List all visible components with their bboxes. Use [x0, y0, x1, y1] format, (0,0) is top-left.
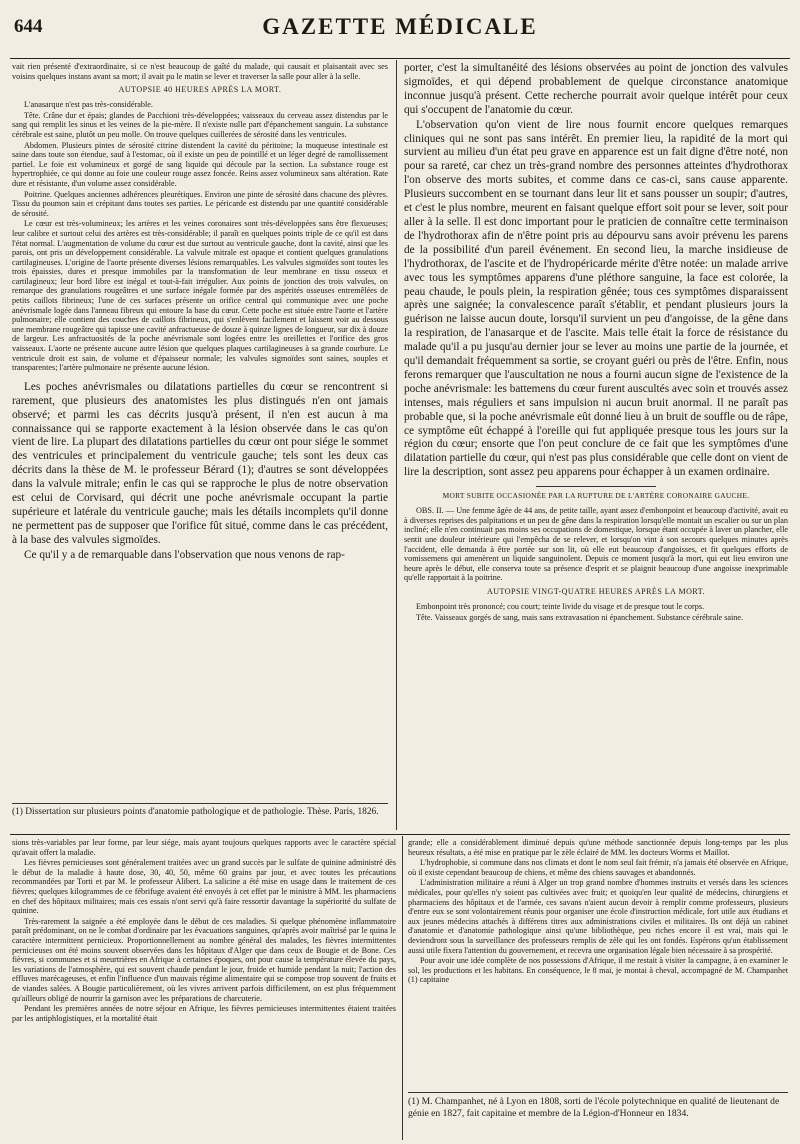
header-rule: [10, 58, 790, 59]
col1-large-paragraph: Les poches anévrismales ou dilatations partielles du cœur se rencontrent si rarement, que plusieurs des anatomistes les plus distingués n'en ont jamais observé; et parmi les cas décrits jusqu'à présent, il n'en est aucun à ma connaissance qui se rapporte exactement à la lésion observée dans le cas qu'on vient de lire. La plupart des dilatations partielles du cœur ont pour siége le sommet des ventricules et principalement du ventricule gauche; tels sont les deux cas décrits dans la thèse de M. le professeur Bérard (1); d'autres se sont développées dans la valvule mitrale; enfin le cas qui se rapproche le plus de notre observation est celui de Corvisard, qui décrit une poche anévrismale occupant la partie supérieure et latérale du ventricule gauche; mais les détails incomplets qu'il donne ne permettent pas de supposer que l'orifice fût situé, comme dans le cas précédent, à la base des valvules sigmoïdes.: [12, 380, 388, 546]
col2-case-paragraph: OBS. II. — Une femme âgée de 44 ans, de petite taille, ayant assez d'embonpoint et beaucoup d'activité, avait eu à diverses reprises des palpitations et un peu de gêne dans la respiration lorsqu'elle montait un escalier ou sur un plan incliné; elle n'en continuait pas moins ses occupations de domestique, lorsque étant occupée à laver un plancher, elle sentit une douleur intérieure qui l'empêcha de se relever, et lorsqu'on vint à son secours quelques minutes après l'accident, elle demanda à être portée sur son lit, où elle eut beaucoup d'angoisses, et fit quelques efforts de vomissemens qui amenèrent un liquide sanguinolent. Depuis ce moment jusqu'à la mort, qui eut lieu environ une heure après le début, elle conserva toute sa présence d'esprit et se plaignit beaucoup d'une angoisse inexprimable qu'elle rapportait à la poitrine.: [404, 506, 788, 583]
col2-autopsy-paragraph: Tête. Vaisseaux gorgés de sang, mais sans extravasation ni épanchement. Substance cérébrale saine.: [416, 612, 744, 622]
bottom-right-column: [408, 838, 788, 1090]
section-rule: [10, 834, 790, 835]
bottom-left-paragraph: Pendant les premières années de notre séjour en Afrique, les fièvres pernicieuses intermittentes étaient traitées par les antiphlogistiques, et la mortalité était: [12, 1004, 396, 1023]
bottom-left-paragraph: Très-rarement la saignée a été employée dans le début de ces maladies. Si quelque phénomène inflammatoire paraît prédominant, on ne le combat d'ordinaire par les évacuations sanguines, qu'après avoir maîtrisé par le quina le caractère intermittent pernicieux. Proportionnellement au nombre général des malades, les fièvres intermittentes pernicieuses ont été moins souvent observées dans les hôpitaux d'Alger que dans ceux de Bougie et de Bone. Ces fièvres, si communes et si meurtrières en Afrique à certaines époques, ont pour cause la température élevée du pays, les variations de l'atmosphère, qui est souvent chaude pendant le jour, froide et humide pendant la nuit; l'action des effluves marécageuses, et enfin l'influence d'un mauvais régime alimentaire qui se compose trop souvent de fruits et de viandes salées. A Bougie particulièrement, où les vivres arrivent parfois difficilement, on est plus fréquemment qu'ailleurs obligé de nourrir la garnison avec les préparations de charcuterie.: [12, 916, 396, 1003]
col2-paragraph: porter, c'est la simultanéité des lésions observées au point de jonction des valvules sigmoïdes, et qui dépend probablement de quelque circonstance anatomique inconnue jusqu'à présent. Cette recherche pourrait avoir quelque intérêt pour ceux qui s'occupent de l'anatomie du cœur.: [404, 62, 788, 116]
col1-paragraph: L'anasarque n'est pas très-considérable.: [24, 100, 153, 110]
section-separator: [536, 486, 656, 487]
bottom-left-paragraph: Les fièvres pernicieuses sont généralement traitées avec un grand succès par le sulfate de quinine administré dès le début de la maladie à haute dose, 30, 40, 50, même 60 grains par jour, et avec toutes les précautions recommandées par Torti et par M. le professeur Alibert. La salicine a été mise en usage dans le traitement de ces fièvres; quelques kilogrammes de ce fébrifuge avaient été envoyés à cet effet par le ministre à MM. les pharmaciens en chef des hôpitaux militaires; mais ces essais n'ont servi qu'à faire ressortir davantage la supériorité du sulfate de quinine.: [12, 858, 396, 916]
bottom-right-paragraph: L'administration militaire a réuni à Alger un trop grand nombre d'hommes instruits et versés dans les sciences médicales, pour qu'elles n'y soient pas cultivées avec fruit; et quoiqu'en leur qualité de médecins, chirurgiens et pharmaciens des hôpitaux et de l'armée, ces savans n'aient aucun devoir à remplir comme professeurs, plusieurs d'entre eux se sont volontairement réunis pour organiser une école d'instruction médicale, fort utile aux étudians et aux jeunes médecins attachés à différens titres aux administrations civiles et militaires. Ils ont déjà un cabinet d'anatomie et d'anatomie pathologique ainsi qu'une bibliothèque, peu riches encore il est vrai, mais qui le deviendront sous la surveillance des professeurs remplis de zèle qui les ont fondés. Espérons qu'un établissement aussi utile fixera l'attention du gouvernement, et recevra une organisation légale bien nécessaire à sa prospérité.: [408, 878, 788, 955]
col1-paragraph: Poitrine. Quelques anciennes adhérences pleurétiques. Environ une pinte de sérosité dans chacune des plèvres. Tissu du poumon sain et crépitant dans toutes ses parties. Le péricarde est distendu par une quantité considérable de sérosité.: [12, 189, 388, 218]
col1-large-paragraph: Ce qu'il y a de remarquable dans l'observation que nous venons de rap-: [24, 548, 345, 561]
bottom-right-footnote-rule: [408, 1092, 788, 1093]
bottom-right-paragraph: Pour avoir une idée complète de nos possessions d'Afrique, il me restait à visiter la campagne, à en examiner le sol, les productions et les habitans. En conséquence, le 8 mai, je montai à cheval, accompagné de M. Champanhet (1) capitaine: [408, 956, 788, 985]
bottom-left-column: [12, 838, 396, 1138]
bottom-left-paragraph: sions très-variables par leur forme, par leur siége, mais ayant toujours quelques rapports avec le caractère spécial qu'avait offert la maladie.: [12, 838, 396, 857]
col1-footnote-rule: [12, 803, 388, 804]
bottom-right-paragraph: L'hydrophobie, si commune dans nos climats et dont le nom seul fait frémir, n'a jamais été observée en Afrique, où il existe cependant beaucoup de chiens, et même des chiens sauvages et abandonnés.: [408, 858, 788, 877]
col2-autopsy-paragraph: Embonpoint très prononcé; cou court; teinte livide du visage et de presque tout le corps.: [416, 601, 705, 611]
col2-autopsy-heading: AUTOPSIE VINGT-QUATRE HEURES APRÈS LA MORT.: [486, 586, 706, 596]
page-number: 644: [14, 16, 43, 37]
col1-footnote: (1) Dissertation sur plusieurs points d'anatomie pathologique et de pathologie. Thèse. Paris, 1826.: [12, 807, 379, 817]
col1-paragraph: Abdomen. Plusieurs pintes de sérosité citrine distendent la cavité du péritoine; la muqueuse intestinale est saine dans toute son étendue, sauf à l'estomac, où il existe un peu de pointillé et un léger degré de ramollissement partiel. Le foie est volumineux et gorgé de sang liquide qui découle par la section. La substance rouge est hypertrophiée, ce qui donne au foie une couleur rouge assez foncée. Reins assez volumineux sans altération. Rate dure et résistante, d'un volume assez considérable.: [12, 140, 388, 188]
col1-paragraph: Tête. Crâne dur et épais; glandes de Pacchioni très-développées; vaisseaux du cerveau assez distendus par le sang qui remplit les sinus et les veines de la pie-mère. Il n'existe nulle part d'épanchement sanguin. La substance cérébrale est saine, plutôt un peu molle. On trouve quelques cuillerées de sérosité dans les ventricules.: [12, 110, 388, 139]
col1-autopsy-heading: AUTOPSIE 40 HEURES APRÈS LA MORT.: [118, 85, 282, 95]
bottom-right-footnote: (1) M. Champanhet, né à Lyon en 1808, sorti de l'école polytechnique en qualité de lieutenant de génie en 1827, fait capitaine et membre de la Légion-d'Honneur en 1834.: [408, 1096, 780, 1119]
column-divider-top: [396, 60, 397, 830]
bottom-right-paragraph: grande; elle a considérablement diminué depuis qu'une méthode sanctionnée depuis long-temps par les plus heureux résultats, a été mise en pratique par le zèle éclairé de MM. les docteurs Worms et Maillot.: [408, 838, 788, 857]
col2-paragraph: L'observation qu'on vient de lire nous fournit encore quelques remarques cliniques qui ne sont pas sans intérêt. En premier lieu, la rapidité de la mort qui survient au milieu d'un état peu grave en apparence est un fait digne d'être noté, non pour sa rareté, car chez un très-grand nombre des personnes atteintes d'hydrothorax l'on observe des morts subites, et comme dans ce cas-ci, sans cause apparente. Plusieurs succombent en se tournant dans leur lit et sans pousser un soupir; d'autres, et c'est le plus nombre, meurent en faisant quelque effort soit pour se lever, soit pour aller à la selle. Il est donc important pour le praticien de connaître cette terminaison de l'hydrothorax afin de n'être point pris au dépourvu sans avoir prévenu les parens de la possibilité d'un pareil événement. En second lieu, la marche insidieuse de l'hydrothorax, de l'ascite et de l'hydropéricarde mérite d'être notée: un malade arrive avec tous les symptômes apparens d'une pléthore sanguine, la face est colorée, la peau chaude, le pouls plein, la respiration gênée; tous ces symptômes disparaissent après une saignée; la convalescence paraît s'établir, et pendant plusieurs jours la guérison ne laisse aucun doute, lorsqu'il survient un peu d'angoisse, de la gêne dans la respiration, de l'anasarque et de l'ascite. Mais telle était la force de résistance du malade qu'il a pu jusqu'au dernier jour se lever au moins une partie de la journée, et qu'il demandait fréquemment sa sortie, se croyant guéri ou près de l'être. Enfin, nous ferons remarquer que l'auscultation ne nous a fourni aucun signe de l'existence de la poche anévrismale: les battemens du cœur furent auscultés avec soin et trouvés assez intenses, mais réguliers et sans impulsion ni aucun bruit anormal. Il ne paraît pas probable que, si la poche anévrismale eût donné lieu à un bruit de souffle ou de râpe, ce symptôme eût échappé à l'oreille qui fut appliquée presque tous les jours sur la région du cœur; ensorte que l'on peut conclure de ce fait que les symptômes d'une dilatation partielle du cœur, qui n'est pas plus considérable que celle dont on vient de lire la description, sont assez peu apparens pour échapper à un examen ordinaire.: [404, 118, 788, 479]
column-divider-bottom: [402, 836, 403, 1140]
col1-paragraph: Le cœur est très-volumineux; les artères et les veines coronaires sont très-développées sans être flexueuses; leur calibre et surtout celui des artères est très-considérable; il paraît en quelques points triple de ce qu'il est dans l'état normal. L'augmentation de volume du cœur est due surtout au ventricule gauche, dont la cavité, ainsi que les parois, ont pris un développement considérable. La valvule mitrale est opaque et contient quelques granulations cartilagineuses. L'origine de l'aorte présente diverses lésions remarquables. Les valvules sigmoïdes sont toutes les trois épaissies, dures et presque immobiles par la transformation de leur membrane en tissu osseux et cartilagineux; leur bord libre est inégal et tout-à-fait irrégulier. Aux points de jonction des trois valvules, on remarque des granulations rougeâtres et une surface inégale formée par des aspérités osseuses entremêlées de petits caillots fibrineux; l'une de ces surfaces présente un orifice central qui communique avec une poche anévrismale logée dans l'anneau fibreux qui entoure la base du cœur. Cette poche est située entre l'aorte et l'artère pulmonaire; elle contient des couches de caillots fibrineux, qui s'enlèvent facilement et laissent voir au dessous une membrane rougeâtre qui tapisse une cavité anfractueuse de douze à quinze lignes de longueur, sur dix à douze de largeur. Les anfractuosités de la poche anévrismale sont logées entre les oreillettes et l'orifice des gros vaisseaux. L'aorte ne présente aucune autre lésion que quelques plaques cartilagineuses à sa grande courbure. Le ventricule droit est sain, de volume et d'épaisseur normale; les valvules sigmoïdes sont saines, souples et transparentes; l'artère pulmonaire ne présente aucune lésion.: [12, 219, 388, 373]
journal-title: GAZETTE MÉDICALE: [262, 14, 538, 39]
page-header: [10, 6, 790, 56]
col1-opening: vait rien présenté d'extraordinaire, si ce n'est beaucoup de gaîté du malade, qui causait et plaisantait avec ses voisins quelques instans avant sa mort; il avait pu le matin se lever et traverser la salle pour aller à la selle.: [12, 62, 388, 81]
col2-case-heading: MORT SUBITE OCCASIONÉE PAR LA RUPTURE DE L'ARTÈRE CORONAIRE GAUCHE.: [442, 491, 750, 501]
top-right-column: [404, 62, 788, 832]
top-left-column: [12, 62, 388, 800]
